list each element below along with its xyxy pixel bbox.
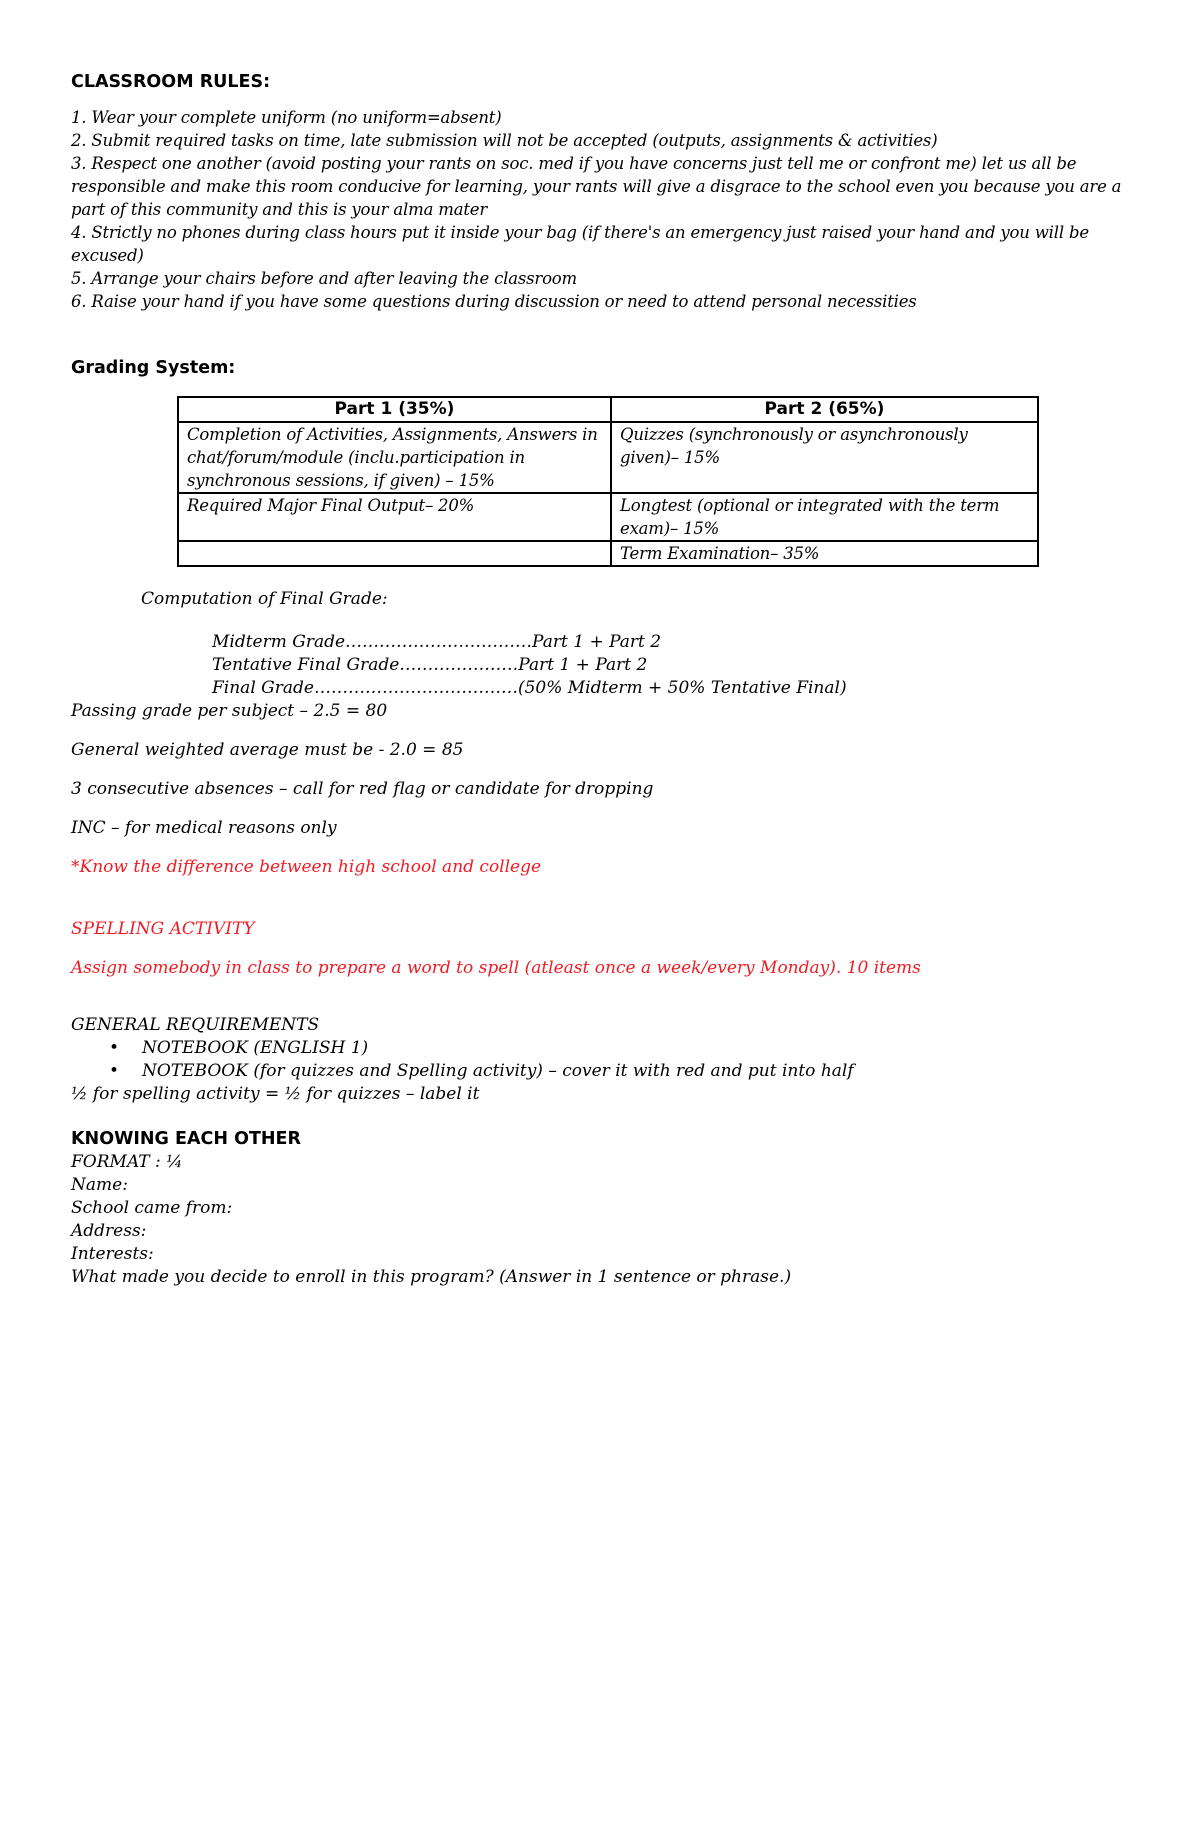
knowing-line-format: FORMAT : ¼ (71, 1152, 183, 1172)
document-content (71, 71, 1131, 1289)
table-cell: Required Major Final Output– 20% (178, 493, 611, 541)
grading-header-part1: Part 1 (35%) (178, 397, 611, 422)
table-row (178, 422, 1038, 493)
computation-title: Computation of Final Grade: (141, 589, 388, 609)
rule-item: 1. Wear your complete uniform (no uniform=absent) (71, 108, 502, 127)
list-item (71, 1060, 1131, 1083)
knowing-line-name: Name: (71, 1175, 128, 1195)
bullet-icon: • (109, 1038, 120, 1058)
passing-grade-text: Passing grade per subject – 2.5 = 80 (71, 701, 388, 721)
computation-line-tentative: Tentative Final Grade…………………Part 1 + Part 2 (212, 655, 648, 675)
general-requirements-title: GENERAL REQUIREMENTS (71, 1015, 320, 1035)
inc-text: INC – for medical reasons only (71, 818, 337, 838)
table-cell: Term Examination– 35% (611, 541, 1038, 566)
spelling-activity-text: Assign somebody in class to prepare a word to spell (atleast once a week/every Monday). 10 items (71, 958, 921, 978)
table-row (178, 493, 1038, 541)
gwa-text: General weighted average must be - 2.0 = 85 (71, 740, 464, 760)
difference-note: *Know the difference between high school and college (71, 857, 542, 877)
knowing-line-interests: Interests: (71, 1244, 154, 1264)
computation-lines (212, 631, 1131, 700)
table-cell: Quizzes (synchronously or asynchronously given)– 15% (611, 422, 1038, 493)
requirements-note: ½ for spelling activity = ½ for quizzes – label it (71, 1084, 480, 1104)
list-item (71, 1037, 1131, 1060)
grading-table (177, 396, 1039, 567)
classroom-rules-list (71, 106, 1131, 313)
grading-header-row (178, 397, 1038, 422)
rule-item: 4. Strictly no phones during class hours put it inside your bag (if there's an emergency just raised your hand and you will be excused) (71, 223, 1089, 265)
table-cell: Longtest (optional or integrated with the term exam)– 15% (611, 493, 1038, 541)
rule-item: 3. Respect one another (avoid posting your rants on soc. med if you have concerns just tell me or confront me) let us all be responsible and make this room conducive for learning, your rants will give a disgrace to the school even you because you are a part of this community and this is your alma mater (71, 154, 1122, 219)
rule-item: 2. Submit required tasks on time, late submission will not be accepted (outputs, assignments & activities) (71, 131, 938, 150)
requirement-label: NOTEBOOK (for quizzes and Spelling activity) – cover it with red and put into half (142, 1061, 854, 1081)
grading-header-part2: Part 2 (65%) (611, 397, 1038, 422)
table-row (178, 541, 1038, 566)
table-cell-empty (178, 541, 611, 566)
rule-item: 5. Arrange your chairs before and after leaving the classroom (71, 269, 577, 288)
classroom-rules-heading: CLASSROOM RULES: (71, 72, 271, 92)
bullet-icon: • (109, 1061, 120, 1081)
knowing-line-address: Address: (71, 1221, 147, 1241)
rule-item: 6. Raise your hand if you have some questions during discussion or need to attend personal necessities (71, 292, 917, 311)
knowing-line-question: What made you decide to enroll in this program? (Answer in 1 sentence or phrase.) (71, 1267, 792, 1287)
computation-line-final: Final Grade………………………………(50% Midterm + 50% Tentative Final) (212, 678, 847, 698)
computation-line-midterm: Midterm Grade……………………………Part 1 + Part 2 (212, 632, 662, 652)
grading-system-heading: Grading System: (71, 358, 236, 378)
table-cell: Completion of Activities, Assignments, Answers in chat/forum/module (inclu.participation in synchronous sessions, if given) – 15% (178, 422, 611, 493)
requirement-label: NOTEBOOK (ENGLISH 1) (142, 1038, 369, 1058)
spelling-activity-title: SPELLING ACTIVITY (71, 919, 255, 939)
knowing-line-school: School came from: (71, 1198, 233, 1218)
knowing-each-other-heading: KNOWING EACH OTHER (71, 1129, 301, 1149)
absences-text: 3 consecutive absences – call for red flag or candidate for dropping (71, 779, 654, 799)
requirements-list (71, 1037, 1131, 1083)
